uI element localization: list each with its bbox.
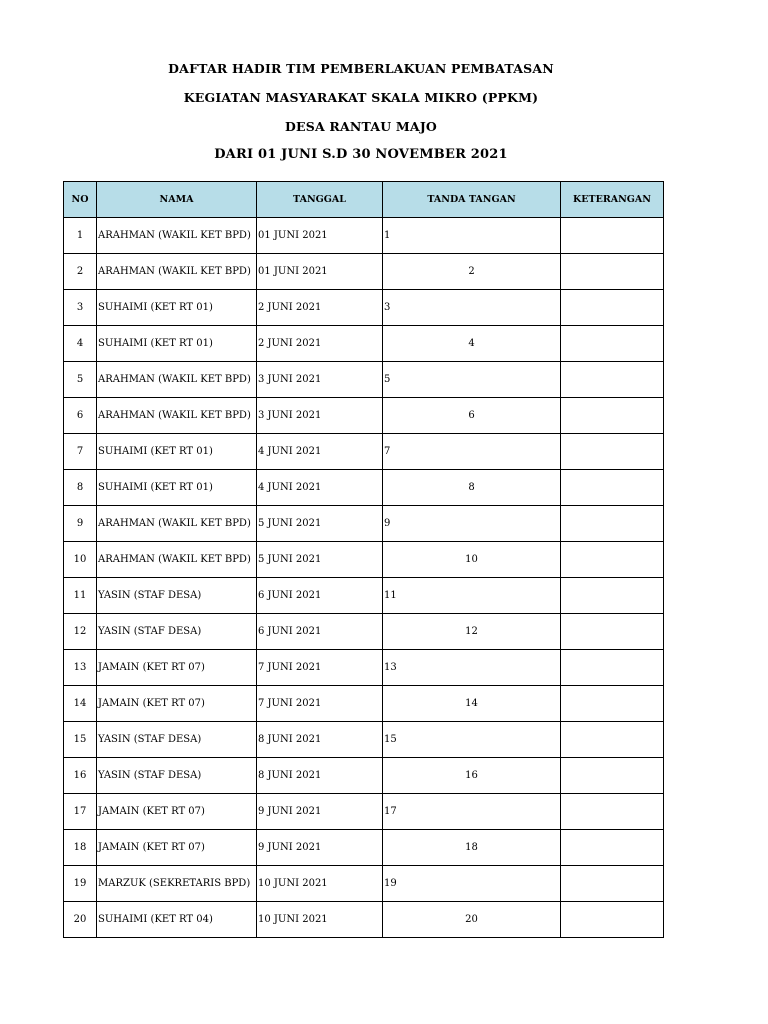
cell-tanda-tangan: 4 <box>383 326 561 362</box>
cell-no: 4 <box>64 326 97 362</box>
cell-tanda-tangan: 1 <box>383 218 561 254</box>
table-row <box>64 794 664 830</box>
cell-tanggal: 01 JUNI 2021 <box>257 218 383 254</box>
cell-keterangan <box>561 326 664 362</box>
cell-keterangan <box>561 614 664 650</box>
cell-no: 16 <box>64 758 97 794</box>
cell-tanda-tangan: 12 <box>383 614 561 650</box>
document-title-village: DESA RANTAU MAJO <box>284 119 438 134</box>
cell-nama: SUHAIMI (KET RT 04) <box>97 902 257 938</box>
table-row <box>64 650 664 686</box>
cell-no: 5 <box>64 362 97 398</box>
attendance-table <box>63 181 664 938</box>
cell-tanda-tangan: 16 <box>383 758 561 794</box>
cell-no: 9 <box>64 506 97 542</box>
cell-no: 2 <box>64 254 97 290</box>
cell-tanda-tangan: 19 <box>383 866 561 902</box>
cell-tanggal: 6 JUNI 2021 <box>257 578 383 614</box>
cell-keterangan <box>561 290 664 326</box>
cell-no: 17 <box>64 794 97 830</box>
cell-tanggal: 10 JUNI 2021 <box>257 902 383 938</box>
cell-no: 7 <box>64 434 97 470</box>
cell-keterangan <box>561 902 664 938</box>
table-row <box>64 866 664 902</box>
cell-tanda-tangan: 11 <box>383 578 561 614</box>
table-row <box>64 614 664 650</box>
header-tanda-tangan: TANDA TANGAN <box>383 182 561 218</box>
cell-tanggal: 01 JUNI 2021 <box>257 254 383 290</box>
cell-tanda-tangan: 8 <box>383 470 561 506</box>
table-row <box>64 254 664 290</box>
cell-nama: JAMAIN (KET RT 07) <box>97 686 257 722</box>
cell-keterangan <box>561 470 664 506</box>
document-title-line-2: KEGIATAN MASYARAKAT SKALA MIKRO (PPKM) <box>183 90 539 105</box>
cell-tanda-tangan: 20 <box>383 902 561 938</box>
cell-tanggal: 5 JUNI 2021 <box>257 542 383 578</box>
cell-tanda-tangan: 13 <box>383 650 561 686</box>
cell-nama: YASIN (STAF DESA) <box>97 614 257 650</box>
cell-tanggal: 10 JUNI 2021 <box>257 866 383 902</box>
cell-no: 11 <box>64 578 97 614</box>
cell-nama: YASIN (STAF DESA) <box>97 722 257 758</box>
cell-keterangan <box>561 398 664 434</box>
cell-no: 3 <box>64 290 97 326</box>
cell-keterangan <box>561 254 664 290</box>
cell-tanda-tangan: 14 <box>383 686 561 722</box>
document-title-line-1: DAFTAR HADIR TIM PEMBERLAKUAN PEMBATASAN <box>168 61 554 76</box>
cell-tanda-tangan: 15 <box>383 722 561 758</box>
cell-keterangan <box>561 794 664 830</box>
cell-tanggal: 4 JUNI 2021 <box>257 470 383 506</box>
table-row <box>64 506 664 542</box>
table-row <box>64 758 664 794</box>
cell-tanggal: 3 JUNI 2021 <box>257 362 383 398</box>
cell-no: 6 <box>64 398 97 434</box>
cell-no: 1 <box>64 218 97 254</box>
cell-keterangan <box>561 866 664 902</box>
cell-keterangan <box>561 830 664 866</box>
cell-nama: ARAHMAN (WAKIL KET BPD) <box>97 362 257 398</box>
cell-tanda-tangan: 10 <box>383 542 561 578</box>
cell-tanggal: 2 JUNI 2021 <box>257 326 383 362</box>
attendance-table-body <box>64 218 664 938</box>
table-row <box>64 830 664 866</box>
cell-keterangan <box>561 578 664 614</box>
table-row <box>64 470 664 506</box>
cell-nama: SUHAIMI (KET RT 01) <box>97 470 257 506</box>
cell-no: 19 <box>64 866 97 902</box>
cell-no: 18 <box>64 830 97 866</box>
document-title-period: DARI 01 JUNI S.D 30 NOVEMBER 2021 <box>214 147 508 162</box>
cell-nama: ARAHMAN (WAKIL KET BPD) <box>97 254 257 290</box>
cell-tanggal: 8 JUNI 2021 <box>257 758 383 794</box>
cell-tanda-tangan: 17 <box>383 794 561 830</box>
header-no: NO <box>64 182 97 218</box>
table-row <box>64 722 664 758</box>
cell-no: 8 <box>64 470 97 506</box>
cell-tanda-tangan: 6 <box>383 398 561 434</box>
table-row <box>64 686 664 722</box>
cell-keterangan <box>561 542 664 578</box>
cell-tanggal: 9 JUNI 2021 <box>257 830 383 866</box>
table-row <box>64 578 664 614</box>
cell-tanggal: 8 JUNI 2021 <box>257 722 383 758</box>
cell-nama: SUHAIMI (KET RT 01) <box>97 326 257 362</box>
cell-tanggal: 2 JUNI 2021 <box>257 290 383 326</box>
cell-nama: YASIN (STAF DESA) <box>97 578 257 614</box>
cell-no: 13 <box>64 650 97 686</box>
cell-tanggal: 7 JUNI 2021 <box>257 686 383 722</box>
header-nama: NAMA <box>97 182 257 218</box>
cell-tanggal: 5 JUNI 2021 <box>257 506 383 542</box>
cell-nama: MARZUK (SEKRETARIS BPD) <box>97 866 257 902</box>
attendance-table-header <box>64 182 664 218</box>
cell-tanggal: 9 JUNI 2021 <box>257 794 383 830</box>
cell-no: 15 <box>64 722 97 758</box>
table-row <box>64 542 664 578</box>
cell-nama: SUHAIMI (KET RT 01) <box>97 434 257 470</box>
cell-no: 12 <box>64 614 97 650</box>
table-row <box>64 902 664 938</box>
cell-keterangan <box>561 650 664 686</box>
cell-no: 20 <box>64 902 97 938</box>
cell-keterangan <box>561 218 664 254</box>
cell-no: 10 <box>64 542 97 578</box>
cell-nama: JAMAIN (KET RT 07) <box>97 650 257 686</box>
table-row <box>64 218 664 254</box>
cell-tanggal: 3 JUNI 2021 <box>257 398 383 434</box>
cell-nama: ARAHMAN (WAKIL KET BPD) <box>97 398 257 434</box>
table-row <box>64 398 664 434</box>
table-row <box>64 362 664 398</box>
cell-keterangan <box>561 434 664 470</box>
cell-no: 14 <box>64 686 97 722</box>
cell-tanda-tangan: 2 <box>383 254 561 290</box>
cell-nama: ARAHMAN (WAKIL KET BPD) <box>97 218 257 254</box>
cell-nama: SUHAIMI (KET RT 01) <box>97 290 257 326</box>
cell-nama: ARAHMAN (WAKIL KET BPD) <box>97 542 257 578</box>
header-keterangan: KETERANGAN <box>561 182 664 218</box>
cell-keterangan <box>561 758 664 794</box>
cell-keterangan <box>561 722 664 758</box>
cell-nama: ARAHMAN (WAKIL KET BPD) <box>97 506 257 542</box>
cell-tanda-tangan: 7 <box>383 434 561 470</box>
cell-tanda-tangan: 5 <box>383 362 561 398</box>
cell-tanggal: 4 JUNI 2021 <box>257 434 383 470</box>
header-row <box>64 182 664 218</box>
cell-keterangan <box>561 506 664 542</box>
table-row <box>64 290 664 326</box>
cell-tanda-tangan: 18 <box>383 830 561 866</box>
table-row <box>64 434 664 470</box>
header-tanggal: TANGGAL <box>257 182 383 218</box>
cell-keterangan <box>561 686 664 722</box>
cell-tanda-tangan: 3 <box>383 290 561 326</box>
cell-nama: YASIN (STAF DESA) <box>97 758 257 794</box>
cell-tanda-tangan: 9 <box>383 506 561 542</box>
table-row <box>64 326 664 362</box>
cell-nama: JAMAIN (KET RT 07) <box>97 830 257 866</box>
cell-keterangan <box>561 362 664 398</box>
cell-tanggal: 7 JUNI 2021 <box>257 650 383 686</box>
cell-nama: JAMAIN (KET RT 07) <box>97 794 257 830</box>
cell-tanggal: 6 JUNI 2021 <box>257 614 383 650</box>
